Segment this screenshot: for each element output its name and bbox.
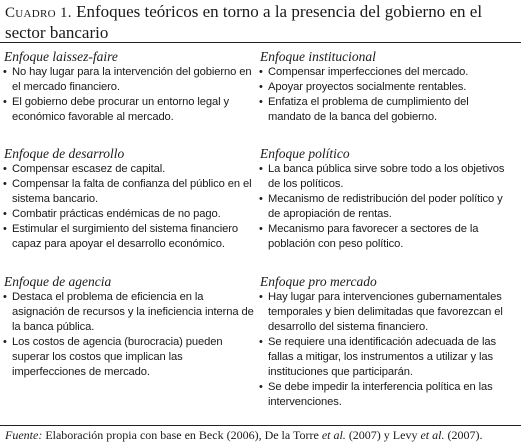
list-item: • Hay lugar para intervenciones gubernamentales temporales y bien delimitadas que favorezcan el desarrollo del sistema financiero. — [259, 291, 503, 333]
bullet-icon: • — [3, 208, 7, 220]
bullet-list — [258, 290, 514, 410]
bullet-icon: • — [3, 163, 7, 175]
source-note: Fuente: Elaboración propia con base en Beck (2006), De la Torre et al. (2007) y Levy et al. (2007). — [5, 428, 483, 442]
section-institucional — [258, 49, 514, 125]
bullet-icon: • — [3, 223, 7, 235]
list-item: • No hay lugar para la intervención del gobierno en el mercado financiero. — [3, 66, 252, 93]
bullet-icon: • — [259, 381, 263, 393]
section-title: Enfoque de agencia — [4, 274, 112, 289]
bullet-icon: • — [259, 223, 263, 235]
list-item: • Combatir prácticas endémicas de no pago. — [3, 208, 221, 220]
list-item: • Se debe impedir la interferencia política en las intervenciones. — [259, 381, 493, 408]
bullet-list — [2, 290, 258, 380]
bullet-icon: • — [259, 163, 263, 175]
bullet-list — [2, 65, 258, 125]
section-title: Enfoque político — [260, 146, 350, 161]
list-item: • El gobierno debe procurar un entorno legal y económico favorable al mercado. — [3, 96, 230, 123]
bullet-icon: • — [259, 96, 263, 108]
bullet-icon: • — [259, 193, 263, 205]
section-title: Enfoque laissez-faire — [4, 49, 118, 64]
list-item: • La banca pública sirve sobre todo a los objetivos de los políticos. — [259, 163, 505, 190]
section-title: Enfoque pro mercado — [260, 274, 377, 289]
top-rule — [0, 42, 521, 43]
section-agencia — [2, 274, 258, 380]
section-pro-mercado — [258, 274, 514, 410]
list-item: • Compensar la falta de confianza del público en el sistema bancario. — [3, 178, 252, 205]
list-item: • Los costos de agencia (burocracia) pueden superar los costos que implican las imperfecciones de mercado. — [3, 336, 223, 378]
list-item: • Compensar escasez de capital. — [3, 163, 166, 175]
section-desarrollo — [2, 146, 258, 252]
list-item: • Mecanismo de redistribución del poder político y de apropiación de rentas. — [259, 193, 503, 220]
table-number: Cuadro 1. — [5, 5, 72, 21]
bullet-icon: • — [3, 291, 7, 303]
bullet-icon: • — [259, 291, 263, 303]
list-item: • Se requiere una identificación adecuada de las fallas a mitigar, los instrumentos a utilizar y las instituciones que participarán. — [259, 336, 497, 378]
list-item: • Estimular el surgimiento del sistema financiero capaz para apoyar el desarrollo económico. — [3, 223, 238, 250]
bullet-icon: • — [3, 178, 7, 190]
list-item: • Mecanismo para favorecer a sectores de la población con peso político. — [259, 223, 479, 250]
bullet-list — [2, 162, 258, 252]
table-title: Enfoques teóricos en torno a la presencia del gobierno en el sector bancario — [5, 2, 483, 42]
bullet-icon: • — [3, 96, 7, 108]
section-title: Enfoque institucional — [260, 49, 376, 64]
table-caption — [5, 2, 517, 42]
list-item: • Destaca el problema de eficiencia en la asignación de recursos y la ineficiencia interna de la banca pública. — [3, 291, 254, 333]
bullet-icon: • — [259, 336, 263, 348]
bullet-icon: • — [3, 66, 7, 78]
bullet-icon: • — [259, 81, 263, 93]
list-item: • Compensar imperfecciones del mercado. — [259, 66, 469, 78]
bullet-icon: • — [259, 66, 263, 78]
bottom-rule — [0, 425, 521, 426]
list-item: • Apoyar proyectos socialmente rentables. — [259, 81, 467, 93]
bullet-list — [258, 162, 514, 252]
bullet-list — [258, 65, 514, 125]
section-politico — [258, 146, 514, 252]
bullet-icon: • — [3, 336, 7, 348]
section-title: Enfoque de desarrollo — [4, 146, 125, 161]
source-label: Fuente: — [5, 428, 43, 442]
section-laissez-faire — [2, 49, 258, 125]
list-item: • Enfatiza el problema de cumplimiento del mandato de la banca del gobierno. — [259, 96, 469, 123]
